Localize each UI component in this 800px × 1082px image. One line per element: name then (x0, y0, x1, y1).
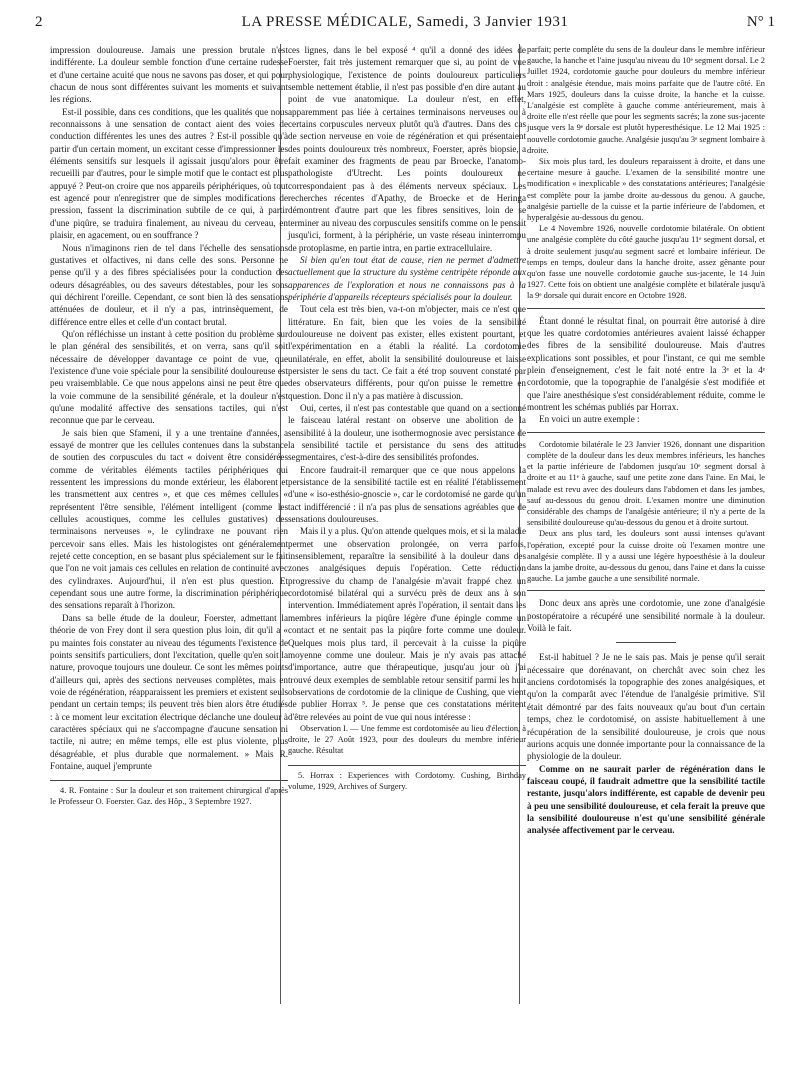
paragraph: Est-il possible, dans ces conditions, que les qualités que nous reconnaissons à une sensation de contact aient des voies de conduction différentes les unes des autres ? Est-il possible qu'à partir d'un certain moment, un excitant cesse d'impressionner les éléments sensitifs sur lesquels il agissait jusqu'alors pour être recueilli par d'autres, pour le simple motif que le contact est plus appuyé ? Peut-on croire que nos appareils périphériques, où tout est agencé pour n'enregistrer que de simples modifications de pression, fassent la discrimination subtile de ce qui, à partir d'une piqûre, se traduira finalement, au niveau du cerveau, en plaisir, en agacement, ou en souffrance ? (50, 106, 288, 241)
column-3 (527, 44, 765, 837)
footnote-5 (288, 765, 526, 792)
paragraph-italic: Si bien qu'en tout état de cause, rien ne permet d'admettre actuellement que la structure du système centripète réponde aux apparences de l'exploration et nous ne connaissons pas à la périphérie d'appareils récepteurs spécialisés pour la douleur. (288, 254, 526, 302)
paragraph: ces lignes, dans le bel exposé ⁴ qu'il a donné des idées de Foerster, fait très justement remarquer que si, au point de vue physiologique, l'existence de points douloureux particuliers semble nettement établie, il n'est pas possible d'en dire autant au point de vue anatomique. La douleur n'est, en effet, apparemment pas liée à certaines terminaisons nerveuses ou à certains corpuscules nerveux plutôt qu'à d'autres. Dans des cas de section nerveuse en voie de régénération et qui présentaient des points douloureux très nombreux, Foerster, après biopsie, a fait examiner des fragments de peau par Broecke, l'anatomo-pathologiste d'Utrecht. Les points douloureux ne correspondaient pas à des éléments nerveux spéciaux. Les recherches récentes d'Apathy, de Broecke et de Heringa démontrent d'autre part que les fibres sensitives, loin de se terminer au niveau des corpuscules sensitifs comme on le pensait jusqu'ici, forment, à la périphérie, un vaste réseau ininterrompu de protoplasme, en partie intra, en partie extracellulaire. (288, 45, 526, 253)
separator (527, 432, 765, 433)
paragraph: Mais il y a plus. Qu'on attende quelques mois, et si la maladie permet une observation prolongée, on verra parfois, insensiblement, reparaître la sensibilité à la douleur dans des zones analgésiques depuis l'opération. Cette réduction progressive du champ de l'analgésie m'avait frappé chez un cordotomisé bilatéral qui a survécu près de deux ans à son intervention. Immédiatement après l'opération, il sentait dans les membres inférieurs la piqûre légère d'une épingle comme un contact et ne sentait pas la piqûre forte comme une douleur. Quelques mois plus tard, il percevait à la cuisse la piqûre moyenne comme une douleur. Mais je n'y avais pas attaché d'importance, autre que thérapeutique, jusqu'au jour où j'ai trouvé deux exemples de semblable retour sensitif parmi les huit observations de cordotomie de la clinique de Cushing, que vient de publier Horrax ⁵. Je pense que ces constatations méritent d'être relevées au point de vue qui nous intéresse : (288, 526, 526, 722)
page-header (35, 14, 775, 34)
paragraph: Est-il habituel ? Je ne le sais pas. Mais je pense qu'il serait nécessaire que dorénavant, on cherchât avec soin chez les anciens cordotomisés la topographie des zones analgésiques, et qu'on la comparât avec l'étendue de l'analgésie primitive. S'il était démontré par des faits nouveaux qu'au bout d'un certain temps, chez le cordotomisé, on assiste habituellement à une récupération de la sensibilité douloureuse, je crois que nous aurions acquis une donnée importante pour la connaissance de la physiologie de la douleur. (527, 652, 765, 762)
paragraph: Je sais bien que Sfameni, il y a une trentaine d'années, a essayé de montrer que les cellules contenues dans la substance de soutien des corpuscules du tact « doivent être considérées comme de véritables éléments tactiles périphériques qui ressentent les impressions du monde extérieur, les élaborent et les transmettent aux centres », et que ces mêmes cellules « représentent l'être sensible, l'élément intelligent (comme les cellules acoustiques, comme les cellules gustatives) des terminaisons nerveuses », le cylindraxe ne pouvant rien percevoir sans elles. Mais les histologistes ont généralement rejeté cette conception, en se basant plus spécialement sur le fait que l'on ne voit jamais ces cellules en relation de continuité avec des cylindraxes. Aujourd'hui, il n'en est plus question. Et cependant sous une autre forme, la discrimination périphérique des sensations reparaît à l'horizon. (50, 427, 288, 611)
paragraph: Six mois plus tard, les douleurs reparaissent à droite, et dans une certaine mesure à gauche. L'examen de la sensibilité montre une modification « inexplicable » des constatations antérieures; l'analgésie est complète pour la jambe droite au-dessous du genou. A gauche, analgésie partielle de la cuisse et la partie inférieure de l'abdomen, et hyperalgésie au-dessous du genou. (527, 157, 765, 223)
paragraph-conclusion: Comme on ne saurait parler de régénération dans le faisceau coupé, il faudrait admettre que la sensibilité tactile restante, jusqu'alors indifférente, est capable de devenir peu à peu une sensibilité douloureuse, et cela ferait la preuve que la sensibilité douloureuse n'est qu'une sensibilité générale analysée affectivement par le cerveau. (527, 763, 765, 836)
page-number: 2 (35, 14, 43, 30)
issue-number: N° 1 (746, 14, 775, 30)
paragraph: Tout cela est très bien, va-t-on m'objecter, mais ce n'est que littérature. En fait, bien que les voies de la sensibilité douloureuse ne doivent pas exister, elles existent pourtant, et l'expérimentation en a établi la réalité. La cordotomie unilatérale, en effet, abolit la sensibilité douloureuse et laisse persister le sens du tact. Ce fait a été trop souvent constaté par des observateurs différents, pour qu'on puisse le remettre en question. Donc il n'y a pas matière à discussion. (288, 304, 526, 401)
paragraph: Dans sa belle étude de la douleur, Foerster, admettant la théorie de von Frey dont il sera question plus loin, dit qu'il a « pu maintes fois constater au niveau des téguments l'existence de points sensitifs particuliers, dont l'excitation, quelle qu'en soit la nature, provoque toujours une douleur. Ce sont les mêmes points d'ailleurs qui, après des sections nerveuses complètes, mais en voie de régénération, réapparaissent les premiers et existent seuls pendant un certain temps; ils peuvent très bien alors être étudiés : à ce moment leur excitation électrique déclanche une douleur à caractères spéciaux qui ne s'accompagne d'aucune sensation ni tactile, ni autre; en même temps, elle est plus violente, plus désagréable, et plus durable que normalement. » Mais R. Fontaine, auquel j'emprunte (50, 612, 288, 771)
paragraph: parfait; perte complète du sens de la douleur dans le membre inférieur gauche, la hanche et l'aine jusqu'au niveau du 10ᵉ segment dorsal. Le 2 Juillet 1924, cordotomie gauche pour douleurs du membre inférieur droit : analgésie étendue, mais moins parfaite que de l'autre côté. En Mars 1925, douleurs dans la cuisse droite, la hanche et la cuisse. L'analgésie est complète à gauche comme antérieurement, mais à droite elle n'est réelle que pour les segments sacrés; la zone sus-jacente jusque vers la 9ᵉ dorsale est plutôt hyperesthésique. Le 12 Mai 1925 : nouvelle cordotomie gauche. Analgésie jusqu'au 3ᵉ segment lombaire à droite. (527, 45, 766, 155)
paragraph: Qu'on réfléchisse un instant à cette position du problème sur le plan général des sensibilités, et on verra, sans qu'il soit nécessaire de développer davantage ce point de vue, que l'existence d'une voie spéciale pour la sensibilité douloureuse est peu vraisemblable. Ce que nous appelons ainsi ne peut être que la voie commune de la sensibilité générale, et la douleur n'est qu'une modalité affective des sensations tactiles, qui n'est reconnue que par le cerveau. (50, 328, 288, 426)
observation-block (527, 439, 765, 585)
paragraph: Encore faudrait-il remarquer que ce que nous appelons la persistance de la sensibilité tactile est en réalité l'établissement d'une « iso-esthésio-gnoscie », car le cordotomisé ne garde qu'un tact indifférencié : il n'a pas plus de sensations agréables que de sensations douloureuses. (288, 464, 526, 525)
paragraph: Donc deux ans après une cordotomie, une zone d'analgésie postopératoire a récupéré une sensibilité normale à la douleur. Voilà le fait. (527, 598, 765, 634)
footnote-4 (50, 780, 288, 807)
observation-block (527, 44, 765, 302)
paragraph: impression douloureuse. Jamais une pression brutale n'est indifférente. La douleur semble fonction d'une certaine rudesse et d'une certaine acuité que nous ne savons pas doser, et qui pour chacun de nous sont différentes suivant les moments et suivant les régions. (50, 45, 288, 105)
paragraph: Le 4 Novembre 1926, nouvelle cordotomie bilatérale. On obtient une analgésie complète du côté gauche jusqu'au 11ᵉ segment dorsal, et à droite seulement jusqu'au segment sacré et lombaire inférieur. De temps en temps, douleur dans la hanche droite, assez gênante pour qu'on fasse une nouvelle cordotomie gauche sus-jacente, le 14 Juin 1927. Cette fois on obtient une analgésie complète et bilatérale jusqu'à la 9ᵉ dorsale qui durait encore en Octobre 1928. (527, 224, 765, 301)
column-1 (50, 44, 288, 808)
paragraph: Cordotomie bilatérale le 23 Janvier 1926, donnant une disparition complète de la douleur dans les deux membres inférieurs, les hanches et la partie inférieure de l'abdomen jusqu'au 10ᵉ segment dorsal à droite et au 11ᵉ à gauche, sauf une petite zone dans l'aine. En Mai, le malade est revu avec des douleurs dans l'abdomen et dans les jambes, sauf au-dessous du genou droit. L'examen montre une diminution considérable des champs de l'analgésie antérieure; il n'y a perte de la sensibilité douloureuse qu'au-dessous du genou et à droite surtout. (527, 439, 765, 528)
paragraph: Étant donné le résultat final, on pourrait être autorisé à dire que les quatre cordotomies antérieures avaient laissé échapper des fibres de la sensibilité douloureuse. Mais d'autres explications sont possibles, et pour l'instant, ce qui me semble plein d'enseignement, c'est le fait noté entre la 3ᵉ et la 4ᵉ cordotomie, que la topographie de l'analgésie s'est modifiée et que l'aire anesthésique s'est considérablement réduite, comme le montrent les schémas publiés par Horrax. (527, 315, 765, 413)
separator (527, 590, 765, 591)
footnote-text: 5. Horrax : Experiences with Cordotomy. Cushing, Birthday volume, 1929, Archives of Surgery. (288, 770, 526, 791)
paragraph: En voici un autre exemple : (539, 414, 640, 425)
journal-title: LA PRESSE MÉDICALE, Samedi, 3 Janvier 1931 (241, 14, 569, 30)
column-2 (288, 44, 526, 792)
separator (616, 642, 676, 643)
observation-paragraph: Observation I. — Une femme est cordotomisée au lieu d'élection, à droite, le 27 Août 1923, pour des douleurs du membre inférieur gauche. Résultat (288, 723, 526, 756)
footnote-text: 4. R. Fontaine : Sur la douleur et son traitement chirurgical d'après le Professeur O. Foerster. Gaz. des Hôp., 3 Septembre 1927. (50, 786, 288, 807)
paragraph: Nous n'imaginons rien de tel dans l'échelle des sensations gustatives et olfactives, ni dans celle des sons. Personne ne pense qu'il y a des fibres spécialisées pour la conduction des odeurs désagréables, ou des saveurs détestables, pour les sons qui déchirent l'oreille. Cependant, ce sont bien là des sensations atténuées de douleur, et il n'y a pas, intrinsèquement, de différence entre elles et celle d'un contact brutal. (50, 242, 288, 327)
paragraph: Deux ans plus tard, les douleurs sont aussi intenses qu'avant l'opération, excepté pour la cuisse droite où l'examen montre une analgésie complète. Il y a aussi une légère hypoesthésie à la douleur dans la jambe droite, au-dessous du genou, dans l'aine et dans la cuisse gauche. La jambe gauche a une sensibilité normale. (527, 529, 765, 584)
paragraph: Oui, certes, il n'est pas contestable que quand on a sectionné le faisceau latéral restant on observe une abolition de la sensibilité à la douleur, une isothermognosie avec persistance de la sensibilité tactile et persistance du sens des attitudes segmentaires, c'est-à-dire des sensibilités profondes. (288, 402, 526, 463)
separator (527, 308, 765, 309)
